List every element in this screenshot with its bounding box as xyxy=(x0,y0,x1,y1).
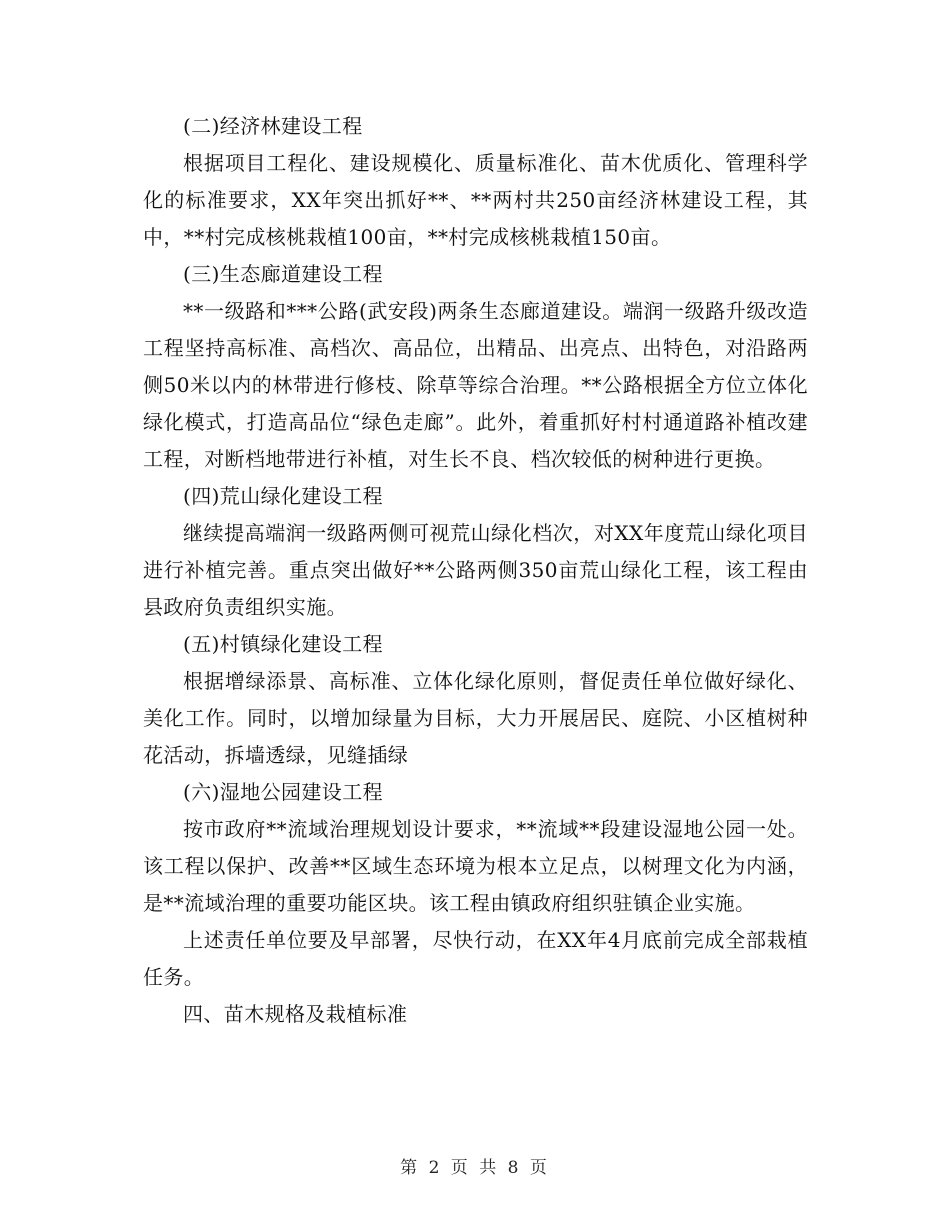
section-heading-wetland-park: (六)湿地公园建设工程 xyxy=(183,780,384,804)
section-heading-seedling-standards: 四、苗木规格及栽植标准 xyxy=(183,1002,408,1026)
page-number-footer: 第 2 页 共 8 页 xyxy=(400,1158,550,1178)
paragraph-wetland-park: 按市政府**流域治理规划设计要求，**流域**段建设湿地公园一处。该工程以保护、改善**区域生态环境为根本立足点，以树理文化为内涵，是**流域治理的重要功能区块。该工程由镇政府组织驻镇企业实施。 xyxy=(143,817,808,915)
paragraph-village-town: 根据增绿添景、高标准、立体化绿化原则，督促责任单位做好绿化、美化工作。同时，以增加绿量为目标，大力开展居民、庭院、小区植树种花活动，拆墙透绿，见缝插绿 xyxy=(143,669,808,767)
section-heading-barren-hill: (四)荒山绿化建设工程 xyxy=(183,484,384,508)
document-body xyxy=(143,108,808,1033)
section-heading-village-town: (五)村镇绿化建设工程 xyxy=(183,632,384,656)
paragraph-ecological-corridor: **一级路和***公路(武安段)两条生态廊道建设。端润一级路升级改造工程坚持高标准、高档次、高品位，出精品、出亮点、出特色，对沿路两侧50米以内的林带进行修枝、除草等综合治理。**公路根据全方位立体化绿化模式，打造高品位“绿色走廊”。此外，着重抓好村村通道路补植改建工程，对断档地带进行补植，对生长不良、档次较低的树种进行更换。 xyxy=(143,299,808,471)
section-heading-economic-forest: (二)经济林建设工程 xyxy=(183,114,363,138)
paragraph-economic-forest: 根据项目工程化、建设规模化、质量标准化、苗木优质化、管理科学化的标准要求，XX年突出抓好**、**两村共250亩经济林建设工程，其中，**村完成核桃栽植100亩，**村完成核桃栽植150亩。 xyxy=(143,151,808,249)
paragraph-deadline: 上述责任单位要及早部署，尽快行动，在XX年4月底前完成全部栽植任务。 xyxy=(143,928,808,989)
paragraph-barren-hill: 继续提高端润一级路两侧可视荒山绿化档次，对XX年度荒山绿化项目进行补植完善。重点突出做好**公路两侧350亩荒山绿化工程，该工程由县政府负责组织实施。 xyxy=(143,521,808,619)
section-heading-ecological-corridor: (三)生态廊道建设工程 xyxy=(183,262,384,286)
